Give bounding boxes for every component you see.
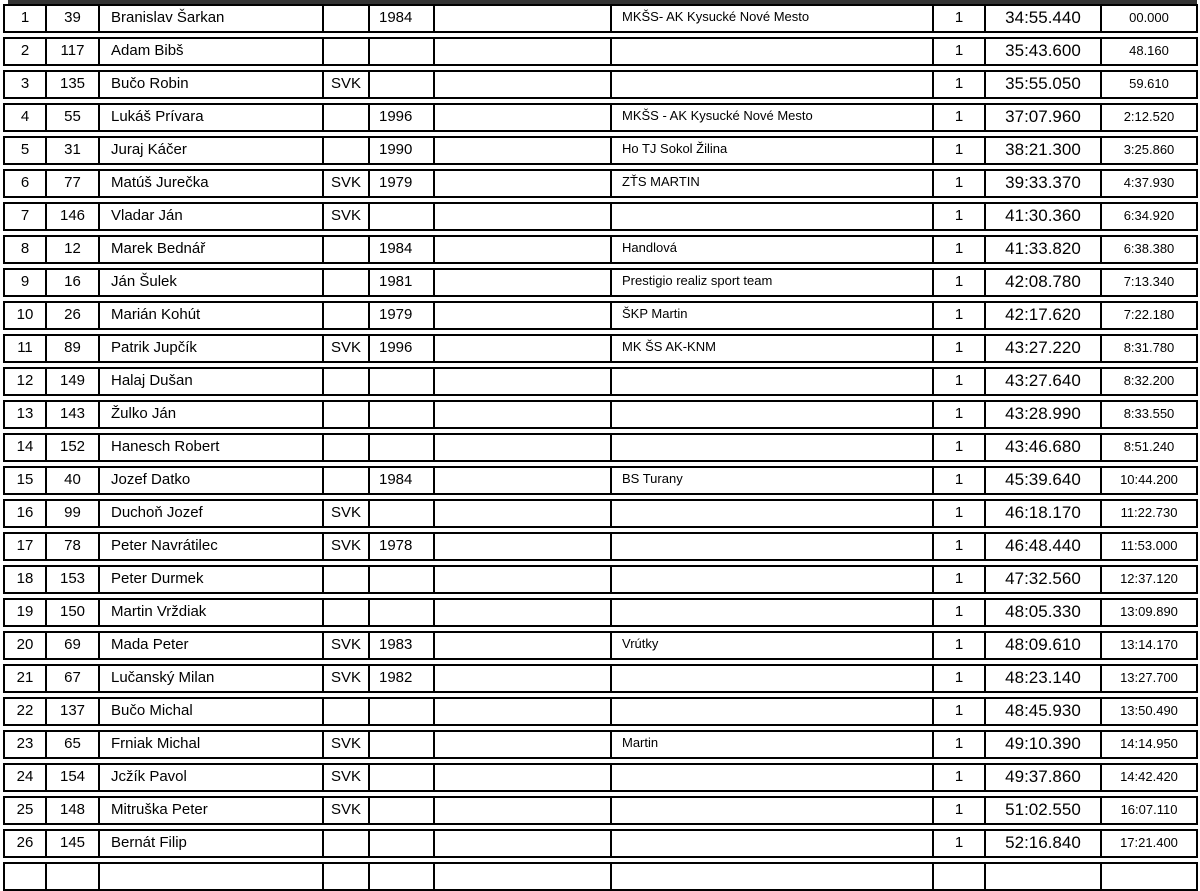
gap-cell: 7:13.340 bbox=[1123, 274, 1175, 289]
laps-cell: 1 bbox=[934, 765, 986, 790]
club-cell: MKŠS- AK Kysucké Nové Mesto bbox=[612, 6, 934, 31]
club-cell bbox=[612, 765, 934, 790]
country-cell bbox=[324, 39, 370, 64]
category-cell bbox=[435, 303, 612, 328]
time-cell bbox=[986, 864, 1102, 889]
position-cell: 11 bbox=[5, 336, 47, 361]
club-cell: MK ŠS AK-KNM bbox=[612, 336, 934, 361]
result-row bbox=[3, 301, 1198, 330]
country-cell bbox=[324, 600, 370, 625]
gap-cell: 10:44.200 bbox=[1120, 472, 1178, 487]
bib-cell: 148 bbox=[47, 798, 100, 823]
year-cell bbox=[370, 72, 435, 97]
bib-cell: 39 bbox=[47, 6, 100, 31]
club-cell: Vrútky bbox=[612, 633, 934, 658]
club-cell: Prestigio realiz sport team bbox=[612, 270, 934, 295]
name-cell: Ján Šulek bbox=[100, 270, 324, 295]
year-cell: 1978 bbox=[370, 534, 435, 559]
category-cell bbox=[435, 534, 612, 559]
bib-cell: 12 bbox=[47, 237, 100, 262]
result-row bbox=[3, 367, 1198, 396]
category-cell bbox=[435, 666, 612, 691]
position-cell: 4 bbox=[5, 105, 47, 130]
gap-cell: 11:22.730 bbox=[1120, 505, 1178, 520]
country-cell: SVK bbox=[324, 72, 370, 97]
country-cell: SVK bbox=[324, 204, 370, 229]
laps-cell: 1 bbox=[934, 138, 986, 163]
time-cell: 37:07.960 bbox=[986, 105, 1102, 130]
name-cell: Frniak Michal bbox=[100, 732, 324, 757]
gap-cell: 2:12.520 bbox=[1123, 109, 1175, 124]
time-cell: 42:08.780 bbox=[986, 270, 1102, 295]
name-cell: Adam Bibš bbox=[100, 39, 324, 64]
bib-cell: 117 bbox=[47, 39, 100, 64]
laps-cell: 1 bbox=[934, 699, 986, 724]
laps-cell: 1 bbox=[934, 369, 986, 394]
gap-cell: 3:25.860 bbox=[1123, 142, 1175, 157]
position-cell: 5 bbox=[5, 138, 47, 163]
gap-cell: 13:50.490 bbox=[1120, 703, 1178, 718]
result-row bbox=[3, 664, 1198, 693]
country-cell bbox=[324, 138, 370, 163]
bib-cell bbox=[47, 864, 100, 889]
result-row bbox=[3, 400, 1198, 429]
year-cell bbox=[370, 501, 435, 526]
bib-cell: 69 bbox=[47, 633, 100, 658]
year-cell bbox=[370, 39, 435, 64]
category-cell bbox=[435, 864, 612, 889]
position-cell: 14 bbox=[5, 435, 47, 460]
name-cell: Jozef Datko bbox=[100, 468, 324, 493]
time-cell: 35:43.600 bbox=[986, 39, 1102, 64]
gap-cell: 6:34.920 bbox=[1123, 208, 1175, 223]
category-cell bbox=[435, 435, 612, 460]
country-cell: SVK bbox=[324, 666, 370, 691]
result-row bbox=[3, 796, 1198, 825]
gap-cell: 14:14.950 bbox=[1120, 736, 1178, 751]
bib-cell: 143 bbox=[47, 402, 100, 427]
name-cell: Žulko Ján bbox=[100, 402, 324, 427]
position-cell: 25 bbox=[5, 798, 47, 823]
name-cell: Bučo Michal bbox=[100, 699, 324, 724]
gap-cell: 17:21.400 bbox=[1120, 835, 1178, 850]
bib-cell: 152 bbox=[47, 435, 100, 460]
club-cell bbox=[612, 369, 934, 394]
club-cell bbox=[612, 831, 934, 856]
country-cell bbox=[324, 435, 370, 460]
position-cell: 17 bbox=[5, 534, 47, 559]
country-cell bbox=[324, 864, 370, 889]
time-cell: 48:05.330 bbox=[986, 600, 1102, 625]
gap-cell: 14:42.420 bbox=[1120, 769, 1178, 784]
country-cell bbox=[324, 270, 370, 295]
country-cell bbox=[324, 699, 370, 724]
result-row bbox=[3, 730, 1198, 759]
result-row bbox=[3, 433, 1198, 462]
laps-cell: 1 bbox=[934, 6, 986, 31]
category-cell bbox=[435, 633, 612, 658]
bib-cell: 137 bbox=[47, 699, 100, 724]
time-cell: 51:02.550 bbox=[986, 798, 1102, 823]
country-cell bbox=[324, 105, 370, 130]
gap-cell: 00.000 bbox=[1129, 10, 1169, 25]
laps-cell: 1 bbox=[934, 501, 986, 526]
country-cell: SVK bbox=[324, 336, 370, 361]
year-cell bbox=[370, 864, 435, 889]
laps-cell: 1 bbox=[934, 270, 986, 295]
result-row bbox=[3, 697, 1198, 726]
category-cell bbox=[435, 171, 612, 196]
bib-cell: 154 bbox=[47, 765, 100, 790]
country-cell bbox=[324, 468, 370, 493]
category-cell bbox=[435, 501, 612, 526]
country-cell bbox=[324, 567, 370, 592]
club-cell bbox=[612, 39, 934, 64]
time-cell: 43:28.990 bbox=[986, 402, 1102, 427]
laps-cell: 1 bbox=[934, 303, 986, 328]
year-cell bbox=[370, 732, 435, 757]
time-cell: 45:39.640 bbox=[986, 468, 1102, 493]
result-row bbox=[3, 334, 1198, 363]
position-cell: 23 bbox=[5, 732, 47, 757]
bib-cell: 89 bbox=[47, 336, 100, 361]
time-cell: 38:21.300 bbox=[986, 138, 1102, 163]
year-cell: 1984 bbox=[370, 237, 435, 262]
year-cell bbox=[370, 699, 435, 724]
position-cell: 19 bbox=[5, 600, 47, 625]
position-cell: 3 bbox=[5, 72, 47, 97]
name-cell: Bučo Robin bbox=[100, 72, 324, 97]
name-cell: Peter Navrátilec bbox=[100, 534, 324, 559]
result-row bbox=[3, 565, 1198, 594]
club-cell bbox=[612, 204, 934, 229]
club-cell bbox=[612, 798, 934, 823]
gap-cell: 4:37.930 bbox=[1123, 175, 1175, 190]
position-cell: 16 bbox=[5, 501, 47, 526]
club-cell: Ho TJ Sokol Žilina bbox=[612, 138, 934, 163]
country-cell bbox=[324, 831, 370, 856]
name-cell: Jcžík Pavol bbox=[100, 765, 324, 790]
bib-cell: 78 bbox=[47, 534, 100, 559]
name-cell: Matúš Jurečka bbox=[100, 171, 324, 196]
year-cell: 1984 bbox=[370, 468, 435, 493]
year-cell bbox=[370, 798, 435, 823]
result-row bbox=[3, 103, 1198, 132]
laps-cell: 1 bbox=[934, 534, 986, 559]
laps-cell: 1 bbox=[934, 402, 986, 427]
position-cell: 1 bbox=[5, 6, 47, 31]
year-cell: 1990 bbox=[370, 138, 435, 163]
club-cell: MKŠS - AK Kysucké Nové Mesto bbox=[612, 105, 934, 130]
result-row bbox=[3, 598, 1198, 627]
club-cell bbox=[612, 864, 934, 889]
time-cell: 43:46.680 bbox=[986, 435, 1102, 460]
bib-cell: 26 bbox=[47, 303, 100, 328]
category-cell bbox=[435, 798, 612, 823]
year-cell bbox=[370, 765, 435, 790]
bib-cell: 16 bbox=[47, 270, 100, 295]
year-cell bbox=[370, 567, 435, 592]
position-cell: 6 bbox=[5, 171, 47, 196]
gap-cell: 59.610 bbox=[1129, 76, 1169, 91]
time-cell: 52:16.840 bbox=[986, 831, 1102, 856]
gap-cell: 48.160 bbox=[1129, 43, 1169, 58]
position-cell: 24 bbox=[5, 765, 47, 790]
name-cell: Halaj Dušan bbox=[100, 369, 324, 394]
laps-cell: 1 bbox=[934, 732, 986, 757]
name-cell: Vladar Ján bbox=[100, 204, 324, 229]
position-cell: 10 bbox=[5, 303, 47, 328]
name-cell: Mitruška Peter bbox=[100, 798, 324, 823]
gap-cell: 8:31.780 bbox=[1123, 340, 1175, 355]
year-cell: 1984 bbox=[370, 6, 435, 31]
club-cell: Handlová bbox=[612, 237, 934, 262]
laps-cell: 1 bbox=[934, 105, 986, 130]
bib-cell: 145 bbox=[47, 831, 100, 856]
year-cell bbox=[370, 402, 435, 427]
gap-cell: 8:51.240 bbox=[1123, 439, 1175, 454]
category-cell bbox=[435, 369, 612, 394]
year-cell bbox=[370, 204, 435, 229]
club-cell bbox=[612, 600, 934, 625]
category-cell bbox=[435, 237, 612, 262]
laps-cell: 1 bbox=[934, 204, 986, 229]
name-cell: Peter Durmek bbox=[100, 567, 324, 592]
club-cell bbox=[612, 567, 934, 592]
year-cell: 1983 bbox=[370, 633, 435, 658]
year-cell: 1979 bbox=[370, 171, 435, 196]
bib-cell: 40 bbox=[47, 468, 100, 493]
country-cell: SVK bbox=[324, 171, 370, 196]
time-cell: 47:32.560 bbox=[986, 567, 1102, 592]
category-cell bbox=[435, 567, 612, 592]
laps-cell bbox=[934, 864, 986, 889]
category-cell bbox=[435, 600, 612, 625]
name-cell: Lukáš Prívara bbox=[100, 105, 324, 130]
club-cell bbox=[612, 72, 934, 97]
category-cell bbox=[435, 204, 612, 229]
position-cell: 13 bbox=[5, 402, 47, 427]
country-cell: SVK bbox=[324, 534, 370, 559]
cut-off-next-row bbox=[3, 862, 1198, 891]
name-cell: Mada Peter bbox=[100, 633, 324, 658]
year-cell: 1979 bbox=[370, 303, 435, 328]
position-cell: 20 bbox=[5, 633, 47, 658]
year-cell: 1996 bbox=[370, 105, 435, 130]
club-cell bbox=[612, 435, 934, 460]
category-cell bbox=[435, 765, 612, 790]
time-cell: 42:17.620 bbox=[986, 303, 1102, 328]
category-cell bbox=[435, 105, 612, 130]
club-cell bbox=[612, 402, 934, 427]
country-cell: SVK bbox=[324, 501, 370, 526]
category-cell bbox=[435, 699, 612, 724]
position-cell: 26 bbox=[5, 831, 47, 856]
bib-cell: 149 bbox=[47, 369, 100, 394]
country-cell bbox=[324, 6, 370, 31]
result-row bbox=[3, 4, 1198, 33]
time-cell: 41:30.360 bbox=[986, 204, 1102, 229]
laps-cell: 1 bbox=[934, 468, 986, 493]
year-cell: 1982 bbox=[370, 666, 435, 691]
bib-cell: 77 bbox=[47, 171, 100, 196]
result-row bbox=[3, 70, 1198, 99]
laps-cell: 1 bbox=[934, 171, 986, 196]
laps-cell: 1 bbox=[934, 336, 986, 361]
bib-cell: 153 bbox=[47, 567, 100, 592]
country-cell: SVK bbox=[324, 633, 370, 658]
result-row bbox=[3, 532, 1198, 561]
name-cell: Marián Kohút bbox=[100, 303, 324, 328]
year-cell bbox=[370, 831, 435, 856]
category-cell bbox=[435, 72, 612, 97]
time-cell: 48:45.930 bbox=[986, 699, 1102, 724]
year-cell bbox=[370, 435, 435, 460]
name-cell: Hanesch Robert bbox=[100, 435, 324, 460]
name-cell: Juraj Káčer bbox=[100, 138, 324, 163]
bib-cell: 67 bbox=[47, 666, 100, 691]
bib-cell: 65 bbox=[47, 732, 100, 757]
laps-cell: 1 bbox=[934, 435, 986, 460]
category-cell bbox=[435, 6, 612, 31]
country-cell: SVK bbox=[324, 732, 370, 757]
result-row bbox=[3, 829, 1198, 858]
club-cell: BS Turany bbox=[612, 468, 934, 493]
laps-cell: 1 bbox=[934, 567, 986, 592]
time-cell: 43:27.640 bbox=[986, 369, 1102, 394]
year-cell bbox=[370, 369, 435, 394]
bib-cell: 55 bbox=[47, 105, 100, 130]
time-cell: 46:18.170 bbox=[986, 501, 1102, 526]
time-cell: 41:33.820 bbox=[986, 237, 1102, 262]
category-cell bbox=[435, 831, 612, 856]
gap-cell: 11:53.000 bbox=[1120, 538, 1178, 553]
laps-cell: 1 bbox=[934, 39, 986, 64]
club-cell bbox=[612, 534, 934, 559]
bib-cell: 146 bbox=[47, 204, 100, 229]
country-cell bbox=[324, 402, 370, 427]
result-row bbox=[3, 202, 1198, 231]
gap-cell bbox=[1102, 864, 1196, 889]
laps-cell: 1 bbox=[934, 72, 986, 97]
club-cell: ZŤS MARTIN bbox=[612, 171, 934, 196]
result-row bbox=[3, 268, 1198, 297]
gap-cell: 6:38.380 bbox=[1123, 241, 1175, 256]
club-cell bbox=[612, 501, 934, 526]
position-cell: 2 bbox=[5, 39, 47, 64]
gap-cell: 13:09.890 bbox=[1120, 604, 1178, 619]
category-cell bbox=[435, 138, 612, 163]
position-cell: 8 bbox=[5, 237, 47, 262]
result-row bbox=[3, 631, 1198, 660]
result-row bbox=[3, 136, 1198, 165]
year-cell bbox=[370, 600, 435, 625]
time-cell: 35:55.050 bbox=[986, 72, 1102, 97]
category-cell bbox=[435, 270, 612, 295]
time-cell: 48:09.610 bbox=[986, 633, 1102, 658]
year-cell: 1996 bbox=[370, 336, 435, 361]
result-row bbox=[3, 763, 1198, 792]
result-row bbox=[3, 37, 1198, 66]
gap-cell: 16:07.110 bbox=[1120, 802, 1178, 817]
result-row bbox=[3, 466, 1198, 495]
bib-cell: 150 bbox=[47, 600, 100, 625]
laps-cell: 1 bbox=[934, 633, 986, 658]
club-cell bbox=[612, 699, 934, 724]
name-cell: Branislav Šarkan bbox=[100, 6, 324, 31]
position-cell: 9 bbox=[5, 270, 47, 295]
results-table bbox=[3, 4, 1198, 862]
time-cell: 43:27.220 bbox=[986, 336, 1102, 361]
name-cell: Martin Vrždiak bbox=[100, 600, 324, 625]
position-cell: 15 bbox=[5, 468, 47, 493]
country-cell: SVK bbox=[324, 798, 370, 823]
gap-cell: 13:27.700 bbox=[1120, 670, 1178, 685]
bib-cell: 135 bbox=[47, 72, 100, 97]
category-cell bbox=[435, 732, 612, 757]
time-cell: 39:33.370 bbox=[986, 171, 1102, 196]
bib-cell: 99 bbox=[47, 501, 100, 526]
name-cell: Duchoň Jozef bbox=[100, 501, 324, 526]
position-cell: 22 bbox=[5, 699, 47, 724]
gap-cell: 8:32.200 bbox=[1123, 373, 1175, 388]
bib-cell: 31 bbox=[47, 138, 100, 163]
category-cell bbox=[435, 336, 612, 361]
gap-cell: 8:33.550 bbox=[1123, 406, 1175, 421]
position-cell: 12 bbox=[5, 369, 47, 394]
time-cell: 49:37.860 bbox=[986, 765, 1102, 790]
time-cell: 46:48.440 bbox=[986, 534, 1102, 559]
result-row bbox=[3, 499, 1198, 528]
name-cell bbox=[100, 864, 324, 889]
time-cell: 49:10.390 bbox=[986, 732, 1102, 757]
club-cell: ŠKP Martin bbox=[612, 303, 934, 328]
category-cell bbox=[435, 402, 612, 427]
category-cell bbox=[435, 468, 612, 493]
club-cell: Martin bbox=[612, 732, 934, 757]
laps-cell: 1 bbox=[934, 600, 986, 625]
name-cell: Lučanský Milan bbox=[100, 666, 324, 691]
country-cell bbox=[324, 303, 370, 328]
time-cell: 34:55.440 bbox=[986, 6, 1102, 31]
country-cell bbox=[324, 369, 370, 394]
position-cell bbox=[5, 864, 47, 889]
year-cell: 1981 bbox=[370, 270, 435, 295]
category-cell bbox=[435, 39, 612, 64]
name-cell: Bernát Filip bbox=[100, 831, 324, 856]
gap-cell: 13:14.170 bbox=[1120, 637, 1178, 652]
laps-cell: 1 bbox=[934, 237, 986, 262]
name-cell: Marek Bednář bbox=[100, 237, 324, 262]
position-cell: 7 bbox=[5, 204, 47, 229]
laps-cell: 1 bbox=[934, 831, 986, 856]
result-row bbox=[3, 169, 1198, 198]
laps-cell: 1 bbox=[934, 666, 986, 691]
position-cell: 21 bbox=[5, 666, 47, 691]
gap-cell: 12:37.120 bbox=[1120, 571, 1178, 586]
country-cell: SVK bbox=[324, 765, 370, 790]
country-cell bbox=[324, 237, 370, 262]
position-cell: 18 bbox=[5, 567, 47, 592]
time-cell: 48:23.140 bbox=[986, 666, 1102, 691]
name-cell: Patrik Jupčík bbox=[100, 336, 324, 361]
result-row bbox=[3, 235, 1198, 264]
club-cell bbox=[612, 666, 934, 691]
laps-cell: 1 bbox=[934, 798, 986, 823]
gap-cell: 7:22.180 bbox=[1123, 307, 1175, 322]
